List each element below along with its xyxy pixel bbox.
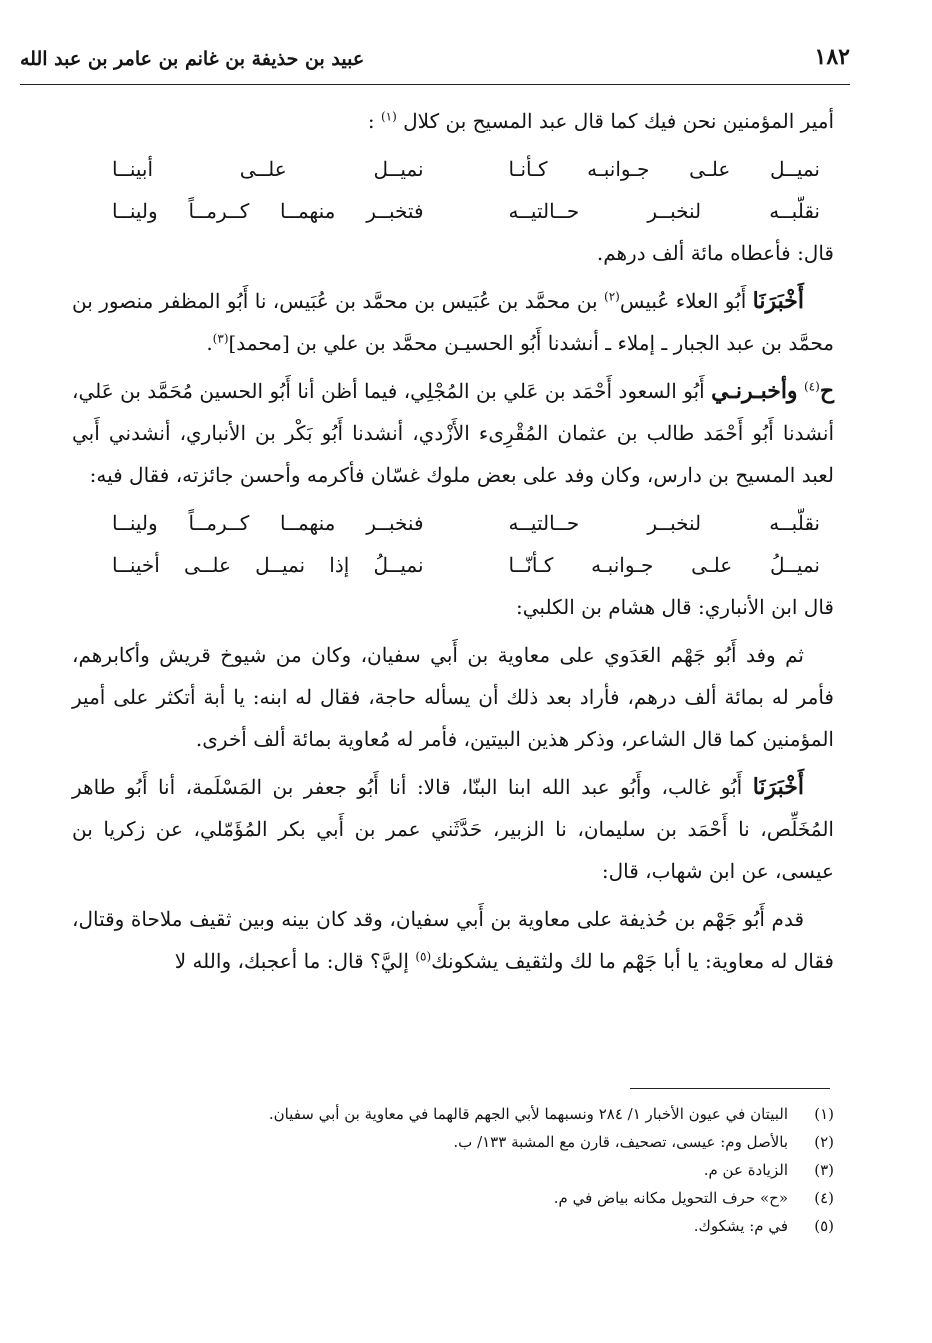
paragraph-3: [72, 280, 834, 364]
paragraph-5: قال ابن الأنباري: قال هشام بن الكلبي:: [516, 595, 834, 619]
hemistich: نقلّبــه لنخبــر حــالتيــه: [508, 199, 820, 223]
hemistich: نميــلُ إذا نميــل علــى أخينــا: [112, 553, 424, 577]
paragraph-8: [72, 898, 834, 982]
footnote-number: (٤): [814, 1189, 834, 1207]
paragraph-2: قال: فأعطاه مائة ألف درهم.: [596, 241, 834, 265]
paragraph-7: [72, 766, 834, 892]
footnote-rule: [630, 1088, 830, 1089]
text-run: أَبُو العلاء عُبيس: [619, 289, 747, 313]
footnote-ref: (٥): [415, 949, 432, 964]
verse-line: [72, 190, 834, 232]
footnote-text: البيتان في عيون الأخبار ١/ ٢٨٤ ونسبهما لأبي الجهم قالهما في معاوية بن أبي سفيان.: [268, 1105, 788, 1123]
hemistich: نميــل علــى أبينــا: [112, 157, 424, 181]
hemistich: نميــل علـى جـوانبـه كـأنـا: [508, 157, 820, 181]
isnad-lead: أَخْبَرَنَا: [752, 774, 805, 800]
verse-line: [72, 544, 834, 586]
header-rule: [20, 84, 850, 85]
isnad-lead: أَخْبَرَنَا: [752, 288, 804, 314]
text-run: أمير المؤمنين نحن فيك كما قال عبد المسيح بن كلال: [403, 109, 834, 133]
footnote-number: (٣): [814, 1161, 834, 1179]
text-run: إليَّ؟ قال: ما أعجبك، والله لا: [174, 949, 409, 973]
footnote-ref: (٤): [803, 379, 820, 394]
footnote-number: (٢): [814, 1133, 834, 1151]
footnote-text: في م: يشكوك.: [693, 1217, 788, 1235]
main-text: [72, 100, 834, 988]
text-run: أَبُو غالب، وأَبُو عبد الله ابنا البنّا، قالا: أنا أَبُو جعفر بن المَسْلَمة، أنا أَبُو طاهر المُخَلِّص، نا أَحْمَد بن سليمان، نا الزبير، حَدَّثَني عمر بن أَبي بكر المُؤَمّلي، عن زكريا بن عيسى، عن ابن شهاب، قال:: [72, 775, 834, 883]
paragraph-1: [72, 100, 834, 142]
paragraph-4: [72, 370, 834, 496]
running-title: عبيد بن حذيفة بن غانم بن عامر بن عبد الله: [20, 48, 365, 70]
footnote: [72, 1100, 834, 1128]
page-number: ١٨٢: [814, 44, 850, 70]
text-run: بن محمَّد بن عُبَيس بن محمَّد بن عُبَيس، نا أَبُو المظفر منصور بن محمَّد بن عبد الجبار ـ إملاء ـ أنشدنا أَبُو الحسيـن محمَّد بن علي بن [محمد]: [72, 289, 834, 355]
footnote: [72, 1128, 834, 1156]
text-run: قدم أَبُو جَهْم بن حُذيفة على معاوية بن أَبي سفيان، وقد كان بينه وبين ثقيف ملاحاة وقتال، فقال له معاوية: يا أبا جَهْم ما لك ولثقيف يشكونك: [72, 907, 834, 973]
footnote-ref: (١): [380, 109, 397, 124]
footnote: [72, 1156, 834, 1184]
paragraph-6: ثم وفد أَبُو جَهْم العَدَوي على معاوية بن أَبي سفيان، وكان من شيوخ قريش وأكابرهم، فأمر له بمائة ألف درهم، فأراد بعد ذلك أن يسأله حاجة، فقال له ابنه: يا أبة أتكثر على أمير المؤمنين كما قال الشاعر، وذكر هذين البيتين، فأمر له مُعاوية بمائة ألف أخرى.: [72, 643, 834, 751]
text-run: :: [367, 109, 375, 133]
page-header: [20, 44, 850, 70]
hemistich: نميــلُ علـى جـوانبـه كـأنّــا: [508, 553, 820, 577]
footnote-text: «ح» حرف التحويل مكانه بياض في م.: [553, 1189, 788, 1207]
text-run: أَبُو السعود أَحْمَد بن عَلي بن المُجْلِي، فيما أظن أنا أَبُو الحسين مُحَمَّد بن عَلي، أنشدنا أَبُو أَحْمَد طالب بن عثمان المُقْرِىء الأَزْدي، أنشدنا أَبُو بَكْر بن الأنباري، أنشدني أَبي لعبد المسيح بن دارس، وكان وفد على بعض ملوك غسّان فأكرمه وأحسن جائزته، فقال فيه:: [72, 379, 834, 487]
isnad-lead: وأخبـرنـي: [711, 378, 798, 404]
footnote-ref: (٢): [604, 289, 620, 304]
footnote-number: (٥): [814, 1217, 834, 1235]
footnotes: [72, 1100, 834, 1240]
text-run: .: [206, 331, 213, 355]
footnote-ref: (٣): [212, 331, 229, 346]
footnote: [72, 1184, 834, 1212]
footnote-text: الزيادة عن م.: [703, 1161, 788, 1179]
verse-line: [72, 148, 834, 190]
tahwil-mark: ح: [819, 378, 835, 404]
hemistich: نقلّبــه لنخبــر حــالتيــه: [508, 511, 820, 535]
hemistich: فنخبــر منهمــا كــرمــاً ولينــا: [112, 511, 424, 535]
verse-line: [72, 502, 834, 544]
hemistich: فتخبــر منهمــا كــرمــاً ولينــا: [112, 199, 424, 223]
footnote: [72, 1212, 834, 1240]
footnote-number: (١): [814, 1105, 834, 1123]
footnote-text: بالأصل وم: عيسى، تصحيف، قارن مع المشبة ١٣٣/ ب.: [453, 1133, 788, 1151]
